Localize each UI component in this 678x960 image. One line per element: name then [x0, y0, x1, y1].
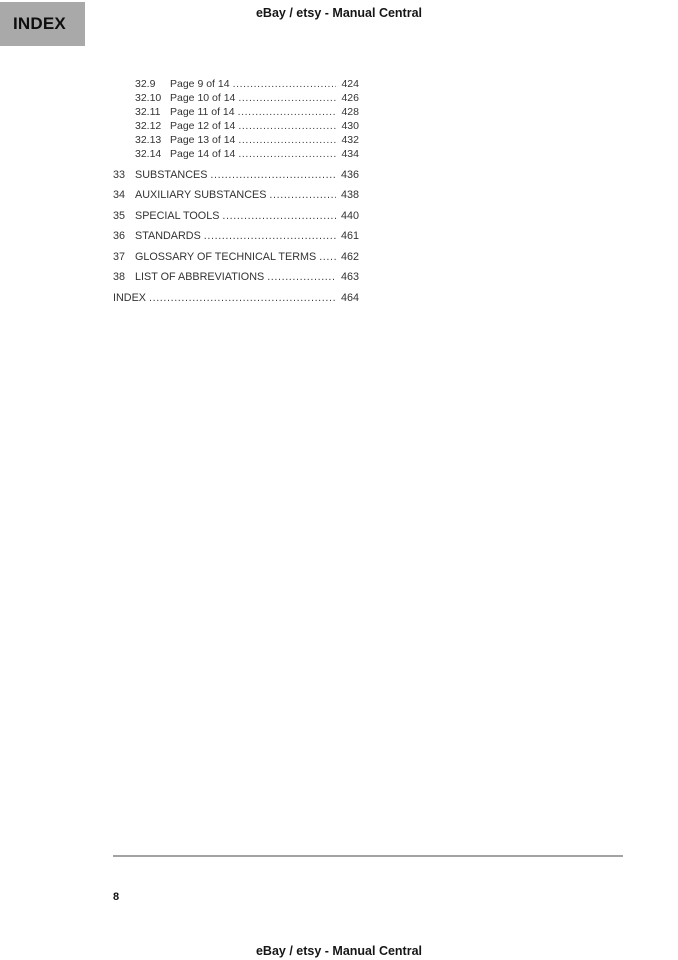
toc-entry-page: 463: [340, 271, 359, 283]
table-of-contents: [113, 77, 359, 305]
toc-entry-number: 38: [113, 271, 126, 283]
dot-leader: [238, 91, 336, 105]
toc-entry-number: 32.11: [135, 106, 161, 118]
dot-leader: [222, 209, 336, 223]
toc-sub-entry: [113, 91, 359, 105]
toc-main-entry: [113, 270, 359, 284]
toc-sub-entry: [113, 119, 359, 133]
toc-entry-page: 430: [341, 120, 359, 132]
toc-entry-number: 37: [113, 250, 126, 263]
dot-leader: [238, 147, 336, 161]
toc-entry-label: Page 14 of 14: [170, 148, 236, 160]
toc-entry-page: 428: [341, 106, 359, 118]
index-tab-label: INDEX: [13, 14, 66, 33]
toc-entry-page: 462: [340, 250, 359, 263]
dot-leader: [238, 105, 336, 119]
toc-entry-label: Page 9 of 14: [170, 78, 230, 90]
toc-entry-label: Page 12 of 14: [170, 120, 236, 132]
toc-main-entry: [113, 250, 359, 264]
toc-entry-label: AUXILIARY SUBSTANCES: [135, 189, 267, 201]
toc-entry-number: 32.9: [135, 78, 156, 90]
toc-entry-label: GLOSSARY OF TECHNICAL TERMS: [135, 250, 317, 263]
toc-entry-label: SUBSTANCES: [135, 168, 208, 181]
toc-sub-entry: [113, 105, 359, 119]
toc-main-entry: [113, 168, 359, 182]
dot-leader: [233, 77, 336, 91]
toc-entry-label: Page 10 of 14: [170, 92, 236, 104]
toc-entry-number: 36: [113, 230, 126, 242]
toc-index-entry: [113, 291, 359, 305]
toc-entry-number: 33: [113, 168, 126, 181]
toc-entry-label: Page 11 of 14: [170, 106, 235, 118]
dot-leader: [319, 250, 336, 264]
toc-entry-page: 432: [341, 134, 359, 146]
header-title: eBay / etsy - Manual Central: [255, 6, 423, 20]
toc-entry-page: 436: [340, 168, 359, 181]
dot-leader: [269, 188, 336, 202]
page-number: 8: [113, 891, 120, 903]
toc-entry-number: 34: [113, 189, 126, 201]
dot-leader: [210, 168, 336, 182]
toc-entry-page: 426: [341, 92, 359, 104]
toc-entry-number: 35: [113, 209, 126, 222]
toc-entry-number: 32.12: [135, 120, 162, 132]
dot-leader: [267, 270, 336, 284]
toc-entry-label: SPECIAL TOOLS: [135, 209, 220, 222]
toc-entry-page: 424: [341, 78, 359, 90]
toc-entry-label: Page 13 of 14: [170, 134, 236, 146]
dot-leader: [238, 119, 336, 133]
toc-entry-number: 32.14: [135, 148, 162, 160]
toc-entry-number: 32.10: [135, 92, 162, 104]
toc-entry-number: 32.13: [135, 134, 162, 146]
toc-main-entry: [113, 188, 359, 202]
dot-leader: [238, 133, 336, 147]
toc-entry-page: 461: [340, 230, 359, 242]
toc-entry-page: 464: [340, 291, 359, 304]
toc-entry-page: 440: [340, 209, 359, 222]
toc-sub-entry: [113, 133, 359, 147]
footer-title: eBay / etsy - Manual Central: [255, 944, 423, 958]
toc-entry-page: 438: [340, 189, 359, 201]
toc-main-entry: [113, 229, 359, 243]
toc-entry-label: INDEX: [113, 291, 146, 304]
toc-entry-label: STANDARDS: [135, 230, 201, 242]
toc-sub-entry: [113, 147, 359, 161]
footer-divider: [113, 855, 623, 857]
toc-entry-label: LIST OF ABBREVIATIONS: [135, 271, 265, 283]
toc-sub-entry: [113, 77, 359, 91]
toc-main-entry: [113, 209, 359, 223]
dot-leader: [204, 229, 336, 243]
toc-entry-page: 434: [341, 148, 359, 160]
dot-leader: [149, 291, 336, 305]
